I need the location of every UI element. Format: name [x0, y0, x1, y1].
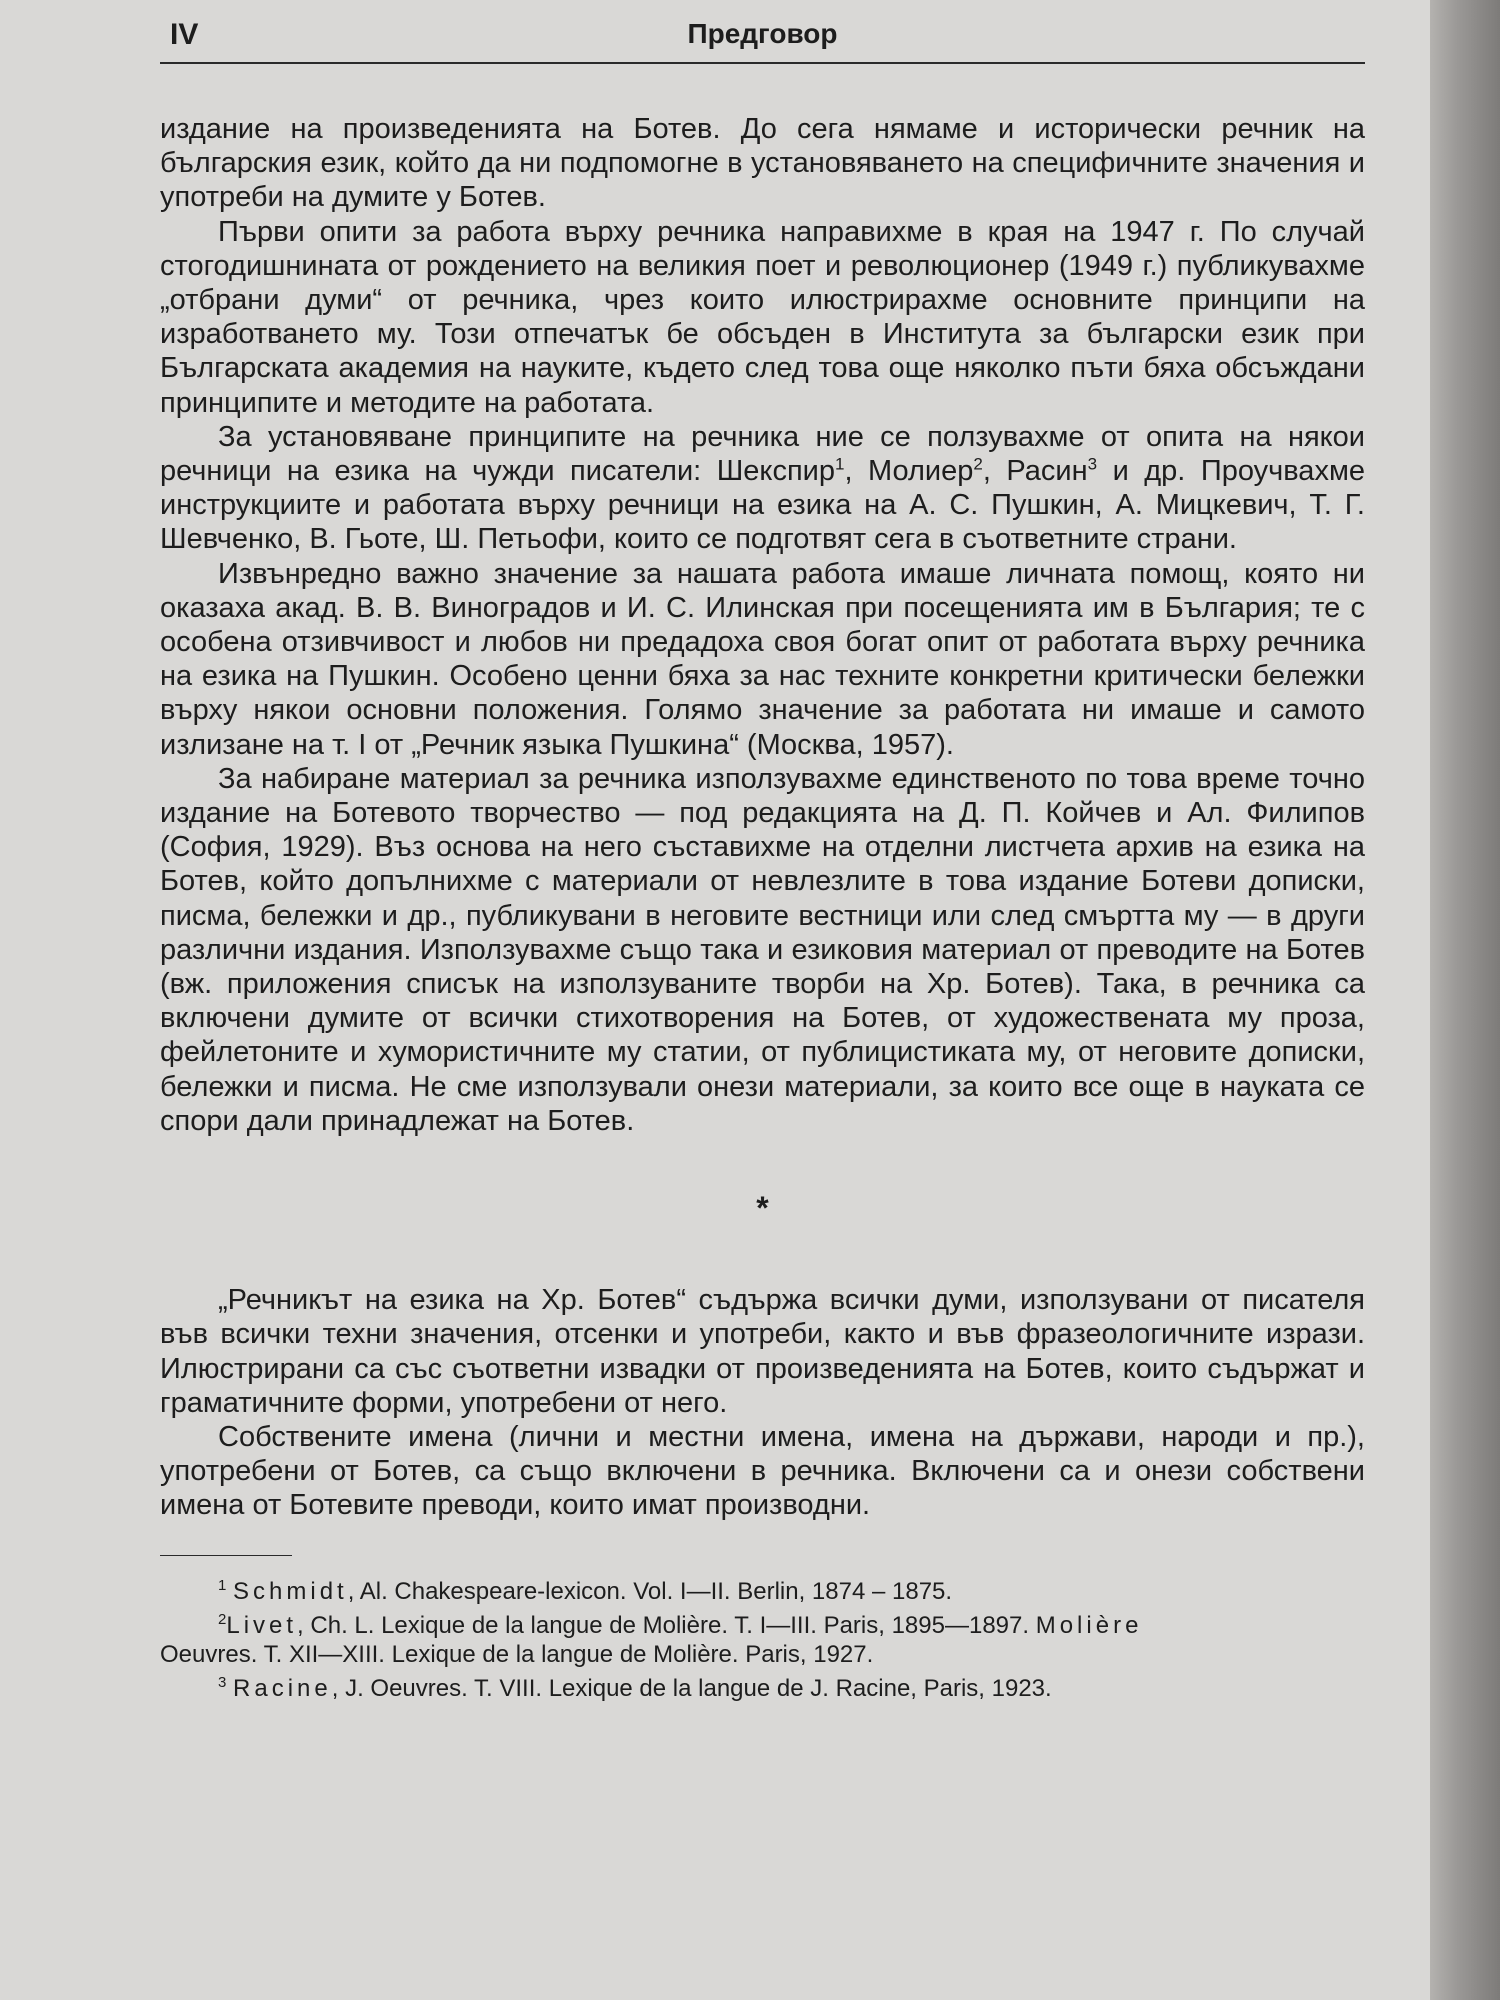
footnote-author: Schmidt — [233, 1577, 348, 1605]
paragraph-continued: издание на произведенията на Ботев. До сега нямаме и исторически речник на българския език, който да ни подпомогне в установяването на специфичните значения и употреби на думите у Ботев. — [160, 113, 1365, 214]
footnote-author: Molière — [1035, 1612, 1143, 1640]
footnote-3 — [160, 1669, 1365, 1704]
text-span: За установяване принципите на речника ние се ползувахме от опита на някои речници на езика на чужди писатели: Шекспир — [160, 420, 1365, 488]
footnotes — [160, 1572, 1365, 1704]
paragraph-foreign-dictionaries — [160, 420, 1365, 557]
footnote-rule — [160, 1555, 292, 1556]
footnote-2 — [160, 1606, 1365, 1641]
footnote-ref: 1 — [834, 454, 845, 474]
text-span: и др. Проучвахме инструкциите и работата върху речници на езика на А. С. Пушкин, А. Мицкевич, Т. Г. Шевченко, В. Гьоте, Ш. Петьофи, които се подготвят сега в съответните страни. — [160, 455, 1366, 556]
running-title: Предговор — [687, 18, 838, 49]
footnote-1 — [160, 1572, 1365, 1607]
page-edge — [1430, 0, 1500, 2000]
footnote-mark: 3 — [218, 1674, 227, 1692]
page-number: IV — [170, 18, 199, 51]
text-span: , Расин — [982, 455, 1088, 488]
footnote-text: , J. Oeuvres. T. VIII. Lexique de la langue de J. Racine, Paris, 1923. — [331, 1675, 1052, 1703]
section-separator: * — [756, 1190, 769, 1227]
paragraph-dictionary-content: „Речникът на езика на Хр. Ботев“ съдържа всички думи, използувани от писателя във всички техни значения, отсенки и употреби, както и във фразеологичните изрази. Илюстрирани са със съответни извадки от произведенията на Ботев, които съдържат и граматичните форми, употребени от него. — [160, 1284, 1365, 1419]
footnote-text: , Al. Chakespeare-lexicon. Vol. I—II. Berlin, 1874 – 1875. — [347, 1577, 953, 1605]
main-text-second — [160, 1283, 1365, 1522]
footnote-mark: 2 — [218, 1611, 227, 1629]
main-text — [160, 112, 1365, 1138]
paragraph-assistance: Извънредно важно значение за нашата работа имаше личната помощ, която ни оказаха акад. В. В. Виноградов и И. С. Илинская при посещенията им в България; те с особена отзивчивост и любов ни предадоха своя богат опит от работата върху речника на езика на Пушкин. Особено ценни бяха за нас техните конкретни критически бележки върху някои основни положения. Голямо значение за работата ни имаше и самото излизане на т. I от „Речник языка Пушкина“ (Москва, 1957). — [160, 557, 1365, 761]
text-span: , Молиер — [844, 455, 974, 488]
footnote-author: Livet — [226, 1612, 298, 1640]
paragraph-first-attempts: Първи опити за работа върху речника направихме в края на 1947 г. По случай стогодишнината от рождението на великия поет и революционер (1949 г.) публикувахме „отбрани думи“ от речника, чрез които илюстрирахме основните принципи на изработването му. Този отпечатък бе обсъден в Института за български език при Българската академия на науките, където след това още няколко пъти бяха обсъждани принципите и методите на работата. — [160, 215, 1365, 419]
footnote-author: Racine — [233, 1675, 332, 1703]
paragraph-material: За набиране материал за речника използувахме единственото по това време точно издание на Ботевото творчество — под редакцията на Д. П. Койчев и Ал. Филипов (София, 1929). Въз основа на него съставихме на отделни листчета архив на езика на Ботев, който допълнихме с материали от невлезлите в това издание Ботеви дописки, писма, бележки и др., публикувани в неговите вестници или след смъртта му — в други различни издания. Използувахме също така и езиковия материал от преводите на Ботев (вж. приложения списък на използуваните творби на Хр. Ботев). Така, в речника са включени думите от всички стихотворения на Ботев, от художествената му проза, фейлетоните и хумористичните му статии, от публицистиката му, от неговите дописки, бележки и писма. Не сме използували онези материали, за които все още в науката се спори дали принадлежат на Ботев. — [160, 762, 1365, 1137]
footnote-mark: 1 — [218, 1576, 227, 1594]
paragraph-proper-names: Собствените имена (лични и местни имена, имена на държави, народи и пр.), употребени от Ботев, са също включени в речника. Включени са и онези собствени имена от Ботевите преводи, които имат производни. — [160, 1420, 1365, 1522]
running-header — [160, 0, 1365, 64]
footnote-ref: 2 — [973, 454, 983, 474]
footnote-text: , Ch. L. Lexique de la langue de Molière. T. I—III. Paris, 1895—1897. — [297, 1612, 1030, 1640]
footnote-ref: 3 — [1087, 454, 1098, 474]
footnote-2-continued: Oeuvres. T. XII—XIII. Lexique de la langue de Molière. Paris, 1927. — [160, 1640, 874, 1668]
